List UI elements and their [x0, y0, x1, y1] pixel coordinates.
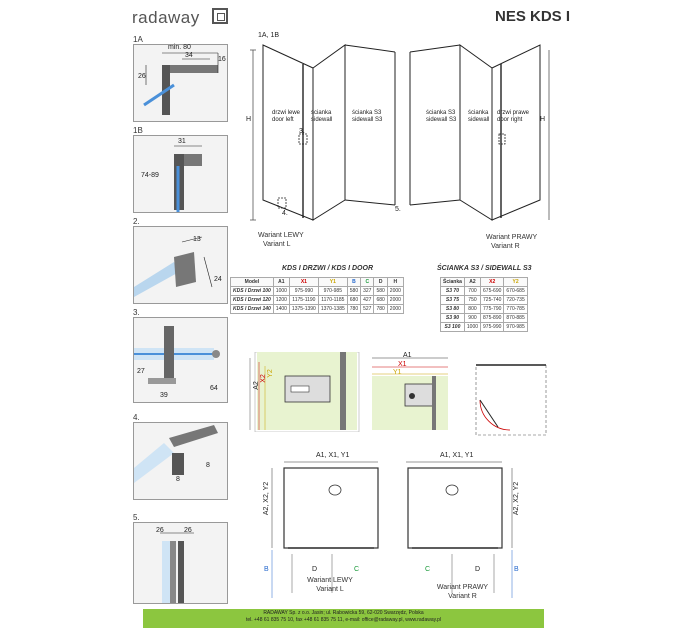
- cell: 750: [464, 296, 480, 305]
- marker-5: 5.: [395, 206, 401, 213]
- plan-right-c: C: [425, 566, 431, 573]
- sidewall-right-label-en: sidewall: [468, 117, 490, 123]
- cell: 2000: [387, 287, 403, 296]
- plan-left-a2-label: A2, X2, Y2: [263, 481, 271, 516]
- dim-3-39: 39: [160, 392, 168, 399]
- plan-a2-vertical: A2: [252, 381, 260, 390]
- detail-4-drawing: [134, 423, 229, 501]
- cell: 970-985: [318, 287, 347, 296]
- cell: KDS I Drzwi 120: [231, 296, 274, 305]
- detail-label-5: 5.: [133, 513, 140, 522]
- th-a2: A2: [464, 278, 480, 287]
- plan-variant-left-pl: Wariant LEWY: [307, 577, 353, 584]
- th-b: B: [347, 278, 360, 287]
- footer-line-2: tel. +48 61 835 75 10, fax +48 61 835 75 11, e-mail: office@radaway.pl, www.radaway.pl: [245, 617, 442, 623]
- door-table-header: [231, 278, 404, 287]
- elevation-left-drawing: [245, 40, 405, 225]
- callout-1a-1b: 1A, 1B: [258, 32, 280, 39]
- sidewall-left-label-en: sidewall: [311, 117, 333, 123]
- dim-2-24: 24: [214, 276, 222, 283]
- cell: 780: [347, 305, 360, 314]
- table-row: [441, 323, 528, 332]
- cell: 870-885: [504, 314, 527, 323]
- detail-5-drawing: [134, 523, 229, 605]
- dim-2-13: 13: [193, 236, 201, 243]
- brand-logo-mark: [212, 8, 228, 24]
- detail-4-panel: [133, 422, 228, 500]
- cell: 1370-1385: [318, 305, 347, 314]
- plan-a1-top: A1: [403, 352, 412, 359]
- dim-1a-26: 26: [138, 73, 146, 80]
- marker-4: 4.: [282, 210, 288, 217]
- cell: S3 100: [441, 323, 465, 332]
- product-title: NES KDS I: [495, 8, 571, 25]
- dim-4-8b: 8: [176, 476, 180, 483]
- dim-5-26a: 26: [156, 527, 164, 534]
- detail-1a-panel: [133, 44, 228, 122]
- cell: 580: [374, 287, 387, 296]
- variant-right-en: Variant R: [491, 243, 520, 250]
- variant-left-en: Variant L: [263, 241, 291, 248]
- detail-label-3: 3.: [133, 308, 140, 317]
- cell: 580: [347, 287, 360, 296]
- th-x2: X2: [481, 278, 504, 287]
- cell: 700: [464, 287, 480, 296]
- cell: 970-985: [504, 323, 527, 332]
- detail-label-4: 4.: [133, 413, 140, 422]
- door-left-label-pl: drzwi lewe: [272, 110, 301, 116]
- plan-y2-vertical: Y2: [266, 369, 274, 378]
- table-row: [441, 305, 528, 314]
- sidewall-table-header: [441, 278, 528, 287]
- marker-3: 3.: [299, 128, 305, 135]
- th-x1: X1: [289, 278, 318, 287]
- cell: 975-990: [481, 323, 504, 332]
- detail-1a-drawing: [134, 45, 229, 123]
- cell: S3 80: [441, 305, 465, 314]
- plan-y1-top: Y1: [393, 369, 402, 376]
- footer-line-1: RADAWAY Sp. z o.o. Jasin; ul. Rabowicka 59, 62-020 Swarzędz, Polska: [263, 610, 424, 616]
- s3-right-label-en: sidewall S3: [426, 117, 457, 123]
- th-model: Model: [231, 278, 274, 287]
- section-detail-right: [370, 352, 450, 430]
- th-c: C: [361, 278, 374, 287]
- section-detail-left: [245, 352, 360, 432]
- detail-label-2: 2.: [133, 217, 140, 226]
- dim-4-8a: 8: [206, 462, 210, 469]
- cell: 680: [347, 296, 360, 305]
- variant-left-pl: Wariant LEWY: [258, 232, 304, 239]
- cell: 2000: [387, 305, 403, 314]
- dim-5-26b: 26: [184, 527, 192, 534]
- cell: 1170-1185: [318, 296, 347, 305]
- cell: 680: [374, 296, 387, 305]
- detail-2-panel: [133, 226, 228, 304]
- dim-1b-74-89: 74-89: [141, 172, 159, 179]
- door-table: [230, 277, 404, 314]
- th-y1: Y1: [318, 278, 347, 287]
- cell: 800: [464, 305, 480, 314]
- cell: 780: [374, 305, 387, 314]
- door-right-label-en: door right: [497, 117, 523, 123]
- sidewall-table: [440, 277, 528, 332]
- cell: 1375-1390: [289, 305, 318, 314]
- cell: 1000: [273, 287, 289, 296]
- sidewall-right-label-pl: ścianka: [468, 110, 489, 116]
- door-table-title: KDS I DRZWI / KDS I DOOR: [282, 265, 373, 272]
- cell: 1400: [273, 305, 289, 314]
- plan-right-a2-label: A2, X2, Y2: [513, 481, 521, 516]
- cell: 720-735: [504, 296, 527, 305]
- th-d: D: [374, 278, 387, 287]
- brand-logo: radaway: [132, 8, 200, 27]
- plan-left-b: B: [264, 566, 269, 573]
- cell: 527: [361, 305, 374, 314]
- dim-1a-16: 16: [218, 56, 226, 63]
- cell: S3 90: [441, 314, 465, 323]
- plan-right-d: D: [475, 566, 481, 573]
- dim-1a-34: 34: [185, 52, 193, 59]
- cell: 775-790: [481, 305, 504, 314]
- plan-variant-right-en: Variant R: [448, 593, 477, 600]
- door-right-label-pl: drzwi prawe: [497, 110, 530, 116]
- detail-5-panel: [133, 522, 228, 604]
- cell: KDS I Drzwi 140: [231, 305, 274, 314]
- plan-left-a1-label: A1, X1, Y1: [316, 452, 350, 459]
- th-y2: Y2: [504, 278, 527, 287]
- table-row: [441, 314, 528, 323]
- cell: 975-990: [289, 287, 318, 296]
- cell: 725-740: [481, 296, 504, 305]
- th-h: H: [387, 278, 403, 287]
- cell: KDS I Drzwi 100: [231, 287, 274, 296]
- plan-right-b: B: [514, 566, 519, 573]
- plan-variant-left-en: Variant L: [316, 586, 344, 593]
- table-row: [441, 296, 528, 305]
- s3-left-label-en: sidewall S3: [352, 117, 383, 123]
- plan-left-d: D: [312, 566, 318, 573]
- plan-door-swing: [470, 355, 550, 445]
- table-row: [231, 296, 404, 305]
- dim-1b-31: 31: [178, 138, 186, 145]
- height-mark-left: H: [246, 116, 252, 123]
- dim-3-64: 64: [210, 385, 218, 392]
- cell: 675-690: [481, 287, 504, 296]
- dim-1a-min80: min. 80: [168, 44, 191, 51]
- height-mark-right: H: [540, 116, 546, 123]
- elevation-right-drawing: [405, 40, 555, 225]
- cell: 1000: [464, 323, 480, 332]
- plan-right-a1-label: A1, X1, Y1: [440, 452, 474, 459]
- sidewall-table-title: ŚCIANKA S3 / SIDEWALL S3: [437, 265, 532, 272]
- detail-2-drawing: [134, 227, 229, 305]
- cell: 1175-1190: [289, 296, 318, 305]
- sidewall-left-label-pl: ścianka: [311, 110, 332, 116]
- detail-label-1a: 1A: [133, 35, 143, 44]
- cell: 427: [361, 296, 374, 305]
- door-left-label-en: door left: [272, 117, 294, 123]
- table-row: [441, 287, 528, 296]
- cell: 1200: [273, 296, 289, 305]
- cell: 770-785: [504, 305, 527, 314]
- footer-text: [143, 610, 544, 624]
- cell: S3 70: [441, 287, 465, 296]
- th-scianka: Ścianka: [441, 278, 465, 287]
- plan-x1-top: X1: [398, 361, 407, 368]
- s3-right-label-pl: ścianka S3: [426, 110, 456, 116]
- s3-left-label-pl: ścianka S3: [352, 110, 382, 116]
- cell: 327: [361, 287, 374, 296]
- table-row: [231, 287, 404, 296]
- th-a1: A1: [273, 278, 289, 287]
- cell: 875-890: [481, 314, 504, 323]
- dim-3-27: 27: [137, 368, 145, 375]
- cell: 2000: [387, 296, 403, 305]
- plan-variant-right-pl: Wariant PRAWY: [436, 584, 489, 591]
- plan-left-c: C: [354, 566, 360, 573]
- plan-x2-vertical: X2: [259, 374, 267, 383]
- variant-right-pl: Wariant PRAWY: [486, 234, 538, 241]
- cell: 900: [464, 314, 480, 323]
- table-row: [231, 305, 404, 314]
- detail-label-1b: 1B: [133, 126, 143, 135]
- cell: S3 75: [441, 296, 465, 305]
- cell: 670-685: [504, 287, 527, 296]
